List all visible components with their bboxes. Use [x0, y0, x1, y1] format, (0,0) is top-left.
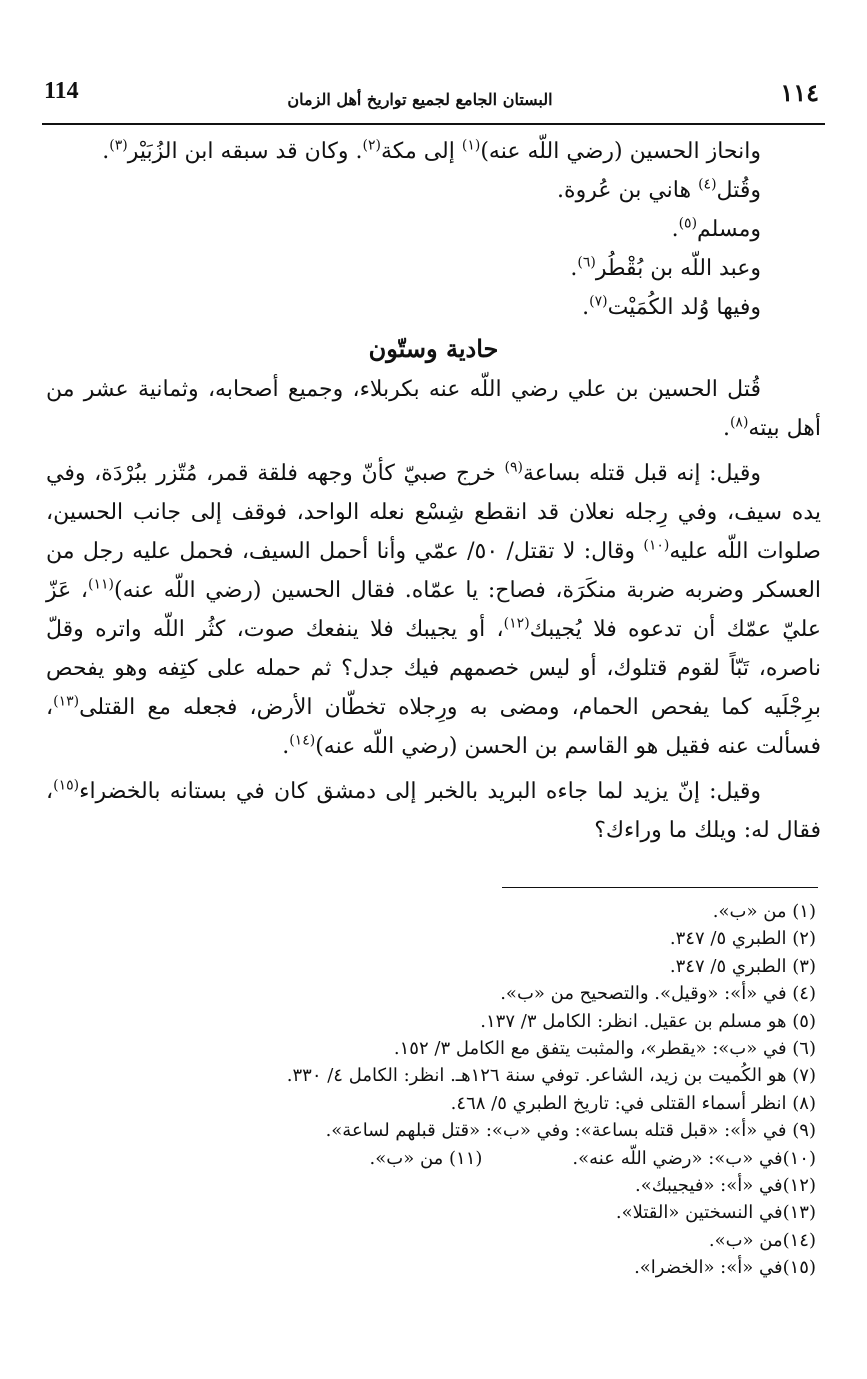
footnote: (٦) في «ب»: «يقطر»، والمثبت يتفق مع الكامل ٣/ ١٥٢. [393, 1038, 816, 1060]
footnote-ref: (٨) [729, 414, 749, 431]
text-line: وعبد اللّه بن بُقْطُر$^{(٦)}$. [570, 254, 761, 281]
footnote: (١١) من «ب». [369, 1147, 483, 1169]
footnote-ref: (١٢) [503, 615, 530, 632]
footnote: (٥) هو مسلم بن عقيل. انظر: الكامل ٣/ ١٣٧. [480, 1010, 816, 1032]
footnote-divider [502, 887, 818, 888]
footnote: (١٣)في النسختين «القتلا». [615, 1202, 816, 1224]
footnote-ref: (١١) [88, 576, 114, 593]
footnote-ref: (١) [461, 137, 481, 154]
text-line: وفيها وُلد الكُمَيْت$^{(٧)}$. [582, 293, 761, 320]
running-header-title: البستان الجامع لجميع تواريخ أهل الزمان [287, 90, 553, 109]
text-line: ومسلم$^{(٥)}$. [671, 215, 761, 242]
text-line: وانحاز الحسين (رضي اللّه عنه)$^{(١)}$ إلى مكة$^{(٢)}$. وكان قد سبقه ابن الزُبَيْر$^{(٣)}$. [102, 137, 761, 164]
footnote-ref: (٧) [589, 293, 608, 310]
footnote: (١) من «ب». [712, 901, 816, 922]
footnote: (٤) في «أ»: «وقيل». والتصحيح من «ب». [500, 983, 816, 1005]
footnote-ref: (٤) [698, 176, 717, 193]
paragraph: قُتل الحسين بن علي رضي اللّه عنه بكربلاء، وجميع أصحابه، وثمانية عشر من أهل بيته$^{(٨)}$. [46, 377, 821, 441]
footnote: (١٤)من «ب». [708, 1229, 816, 1251]
footnotes [46, 898, 821, 1282]
header-divider [42, 123, 825, 125]
page-number-latin: 114 [44, 78, 79, 104]
footnote-ref: (١٤) [289, 732, 316, 749]
footnote-ref: (١٠) [643, 537, 670, 554]
footnote-row [46, 1145, 821, 1172]
footnote-ref: (٢) [362, 137, 381, 154]
footnote: (٣) الطبري ٥/ ٣٤٧. [669, 955, 816, 977]
footnote: (٧) هو الكُميت بن زيد، الشاعر. توفي سنة ١٢٦هـ. انظر: الكامل ٤/ ٣٣٠. [286, 1065, 816, 1087]
footnote-ref: (٦) [577, 254, 596, 271]
section-heading: حادية وستّون [368, 334, 499, 363]
footnote: (١٥)في «أ»: «الخضرا». [634, 1257, 816, 1279]
footnote: (١٢)في «أ»: «فيجيبك». [635, 1175, 816, 1197]
main-text [46, 132, 821, 856]
footnote-ref: (٥) [678, 215, 698, 232]
paragraph: وقيل: إنّ يزيد لما جاءه البريد بالخبر إلى دمشق كان في بستانه بالخضراء$^{(١٥)}$، فقال له: ويلك ما وراءك؟ [46, 777, 821, 843]
footnote-ref: (١٥) [53, 777, 80, 794]
page-number-arabic: ١١٤ [780, 78, 819, 107]
footnote: (٨) انظر أسماء القتلى في: تاريخ الطبري ٥/ ٤٦٨. [450, 1092, 816, 1114]
paragraph: وقيل: إنه قبل قتله بساعة$^{(٩)}$ خرج صبيّ كأنّ وجهه فلقة قمر، مُتّزر ببُرْدَة، وفي يده سيف، وفي رِجله نعلان قد انقطع شِسْع نعله الواحد، فوقف إلى جانب الحسين، صلوات اللّه عليه$^{(١٠)}$ وقال: لا تقتل/ ٥٠/ عمّي وأنا أحمل السيف، فحمل عليه رجل من العسكر وضربه ضربة منكَرَة، فصاح: يا عمّاه. فقال الحسين (رضي اللّه عنه)$^{(١١)}$، عَزّ عليّ عمّك أن تدعوه فلا يُجيبك$^{(١٢)}$، أو يجيبك فلا ينفعك صوت، كثُر اللّه واتره وقلّ ناصره، تَبّاً لقوم قتلوك، أو ليس خصمهم فيك جدل؟ ثم حمله على كتِفه وهو يفحص برِجْلَيه كما يفحص الحمام، ومضى به ورِجلاه تخطّان الأرض، فجعله مع القتلى$^{(١٣)}$، فسألت عنه فقيل هو القاسم بن الحسن (رضي اللّه عنه)$^{(١٤)}$. [46, 459, 822, 759]
footnote: (٢) الطبري ٥/ ٣٤٧. [669, 928, 816, 950]
footnote-ref: (١٣) [53, 693, 80, 710]
footnote: (١٠)في «ب»: «رضي اللّه عنه». [572, 1147, 816, 1169]
footnote: (٩) في «أ»: «قبل قتله بساعة»: وفي «ب»: «قتل قبلهم لساعة». [325, 1120, 816, 1142]
text-line: وقُتل$^{(٤)}$ هاني بن عُروة. [557, 176, 761, 203]
footnote-ref: (٣) [109, 137, 128, 154]
footnote-ref: (٩) [504, 459, 523, 476]
